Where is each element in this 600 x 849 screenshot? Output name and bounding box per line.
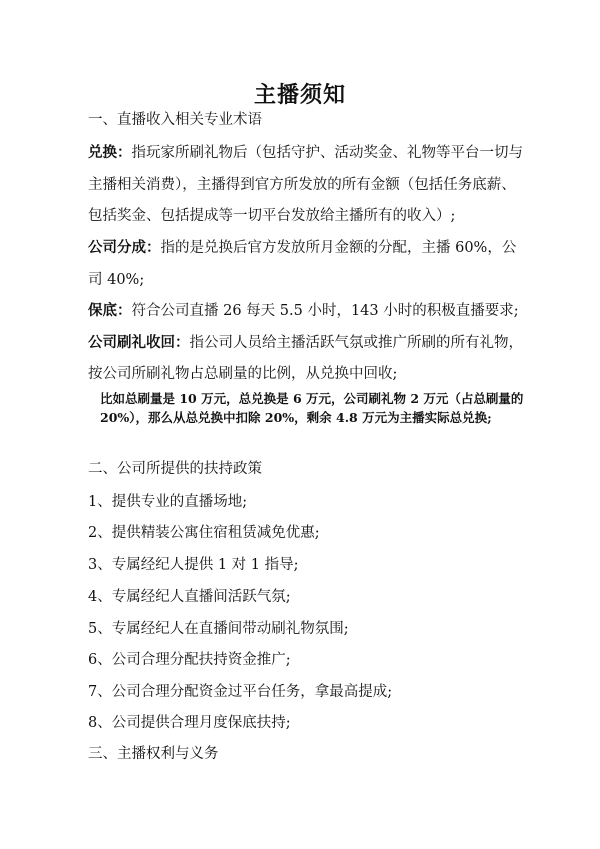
page-title: 主播须知 <box>253 82 346 108</box>
term-guarantee-label: 保底： <box>88 302 132 319</box>
section-heading-rights: 三、主播权利与义务 <box>88 746 219 762</box>
example-line2: 20%），那么从总兑换中扣除 20%，剩余 4.8 万元为主播实际总兑换; <box>100 410 492 425</box>
support-item-8: 8、公司提供合理月度保底扶持; <box>88 715 291 731</box>
section-heading-terms: 一、直播收入相关专业术语 <box>88 112 262 128</box>
term-recovery-label: 公司刷礼收回： <box>88 334 190 351</box>
support-item-1: 1、提供专业的直播场地; <box>88 494 248 510</box>
term-recovery-text1: 指公司人员给主播活跃气氛或推广所刷的所有礼物， <box>189 335 523 351</box>
section-heading-support: 二、公司所提供的扶持政策 <box>88 461 262 477</box>
term-exchange-text1: 指玩家所刷礼物后（包括守护、活动奖金、礼物等平台一切与 <box>131 145 523 161</box>
support-item-4: 4、专属经纪人直播间活跃气氛; <box>88 589 291 605</box>
example-line1: 比如总刷量是 10 万元，总兑换是 6 万元，公司刷礼物 2 万元（占总刷量的 <box>100 391 524 406</box>
support-item-3: 3、专属经纪人提供 1 对 1 指导; <box>88 557 299 573</box>
term-recovery-line2: 按公司所刷礼物占总刷量的比例，从兑换中回收; <box>88 366 398 382</box>
term-guarantee-line1 <box>88 301 528 321</box>
term-share-text1: 指的是兑换后官方发放所月金额的分配，主播 60%，公 <box>160 240 517 256</box>
support-item-6: 6、公司合理分配扶持资金推广; <box>88 652 291 668</box>
term-exchange-line2: 主播相关消费），主播得到官方所发放的所有金额（包括任务底薪、 <box>88 177 516 193</box>
term-exchange-line1 <box>88 143 528 163</box>
support-item-7: 7、公司合理分配资金过平台任务，拿最高提成; <box>88 684 393 700</box>
support-item-2: 2、提供精装公寓住宿租赁减免优惠; <box>88 525 320 541</box>
term-exchange-label: 兑换： <box>88 144 132 161</box>
term-exchange-line3: 包括奖金、包括提成等一切平台发放给主播所有的收入）; <box>88 208 456 224</box>
term-share-line1 <box>88 238 528 258</box>
term-recovery-line1 <box>88 333 528 353</box>
term-share-line2: 司 40%; <box>88 272 145 288</box>
term-guarantee-text1: 符合公司直播 26 每天 5.5 小时，143 小时的积极直播要求; <box>131 303 519 319</box>
term-share-label: 公司分成： <box>88 239 161 256</box>
support-item-5: 5、专属经纪人在直播间带动刷礼物氛围; <box>88 621 349 637</box>
